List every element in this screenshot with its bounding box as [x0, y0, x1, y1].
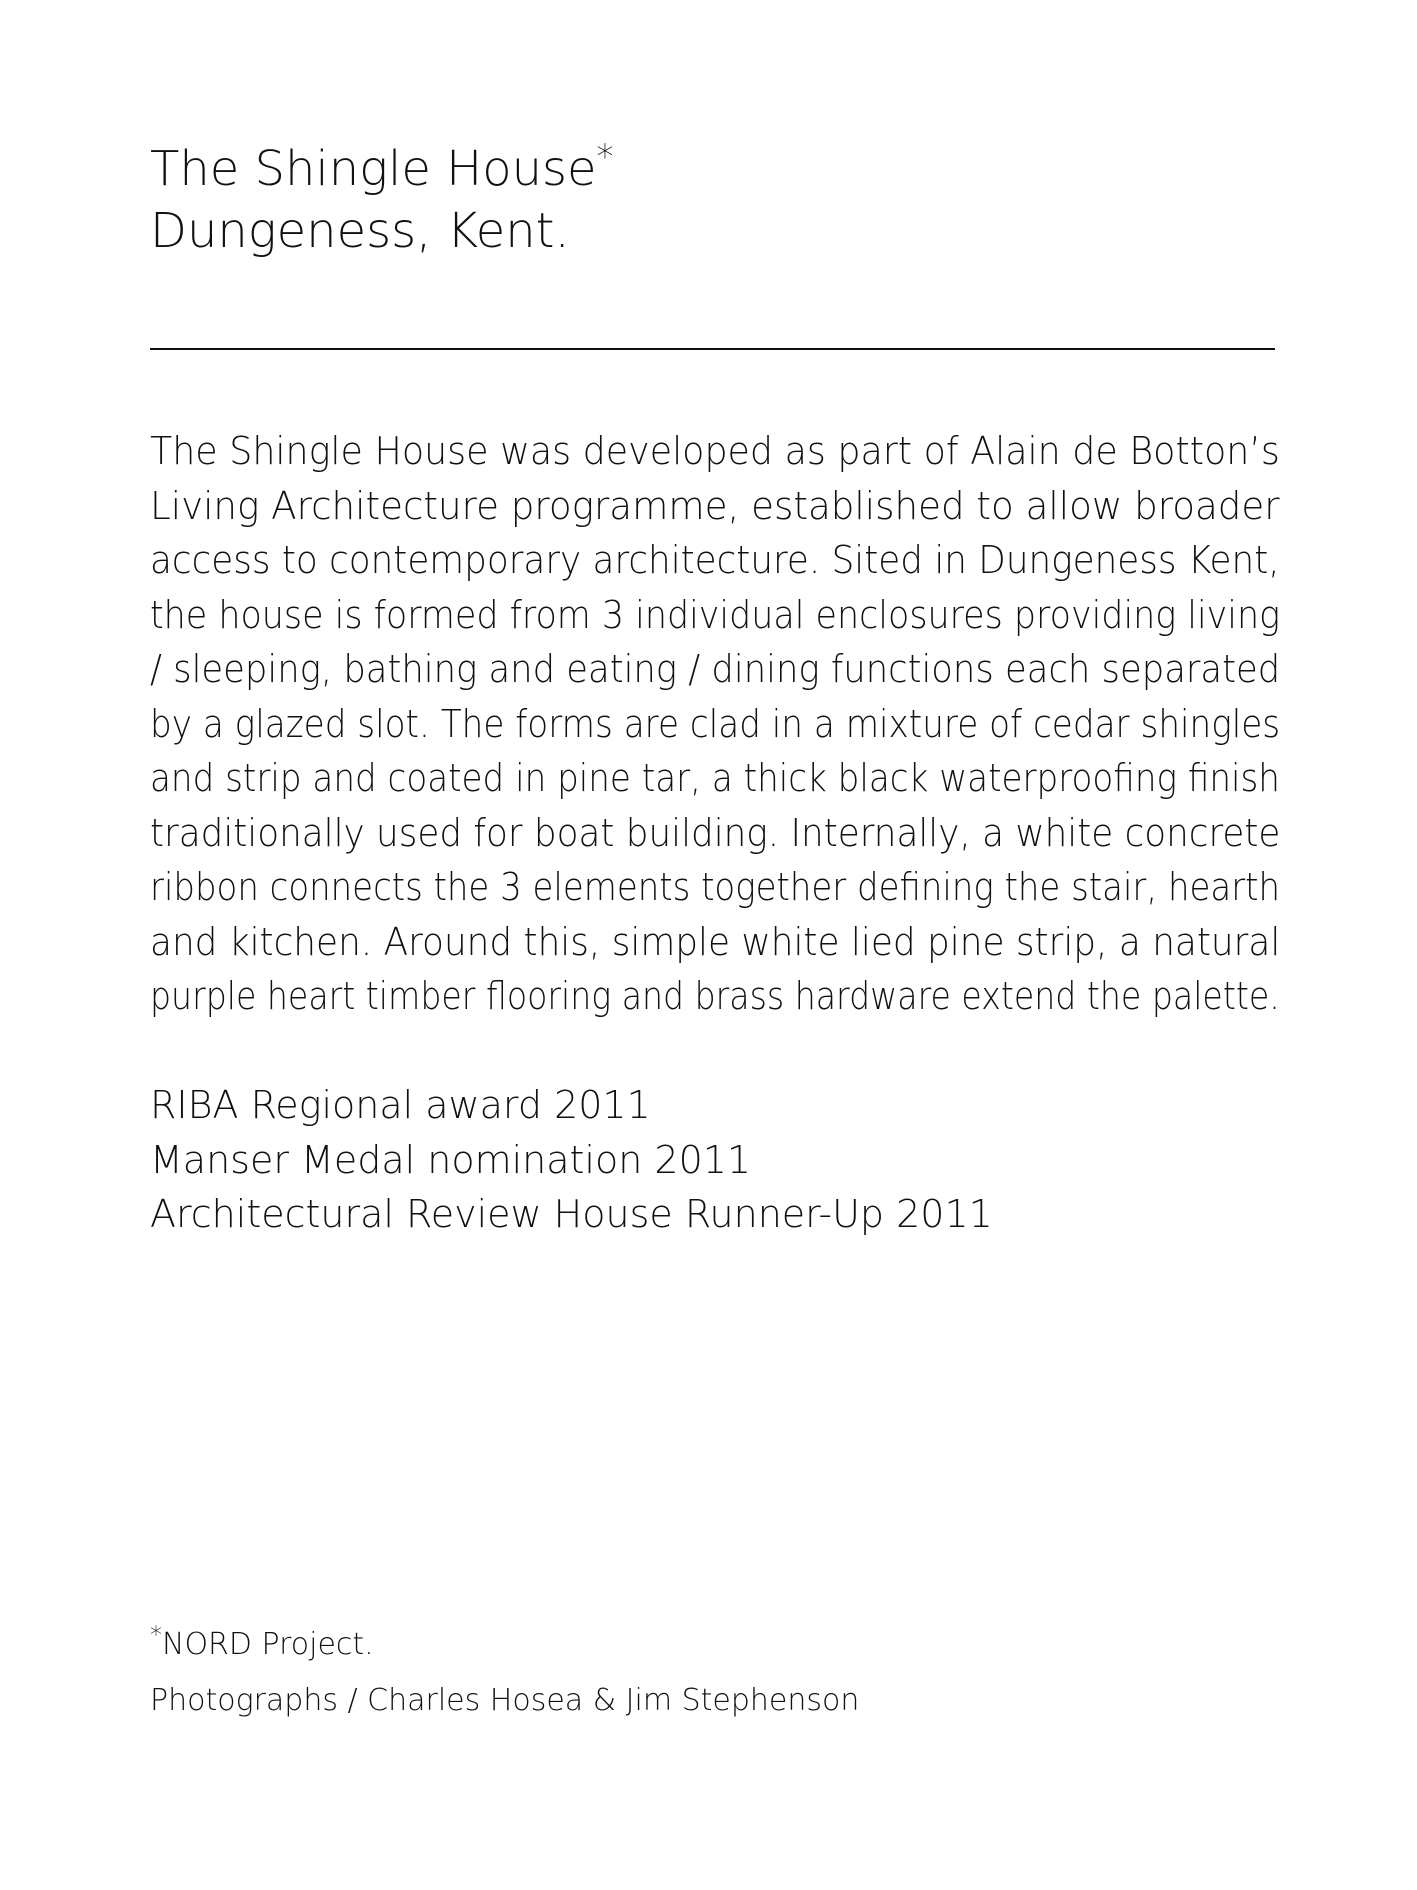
- footnote: [150, 1621, 1280, 1721]
- award-item: Architectural Review House Runner-Up 2011: [150, 1192, 993, 1236]
- footnote-asterisk: *: [150, 1621, 162, 1649]
- project-description: [150, 424, 1280, 1024]
- description-line: access to contemporary architecture. Sited in Dungeness Kent,: [150, 538, 1280, 582]
- description-line: / sleeping, bathing and eating / dining functions each separated: [150, 647, 1281, 691]
- description-line: The Shingle House was developed as part of Alain de Botton’s: [150, 429, 1280, 473]
- title-text: The Shingle House: [150, 141, 597, 197]
- photo-credit: Photographs / Charles Hosea & Jim Stephenson: [150, 1683, 860, 1718]
- description-line: the house is formed from 3 individual enclosures providing living: [150, 592, 1281, 637]
- awards-list: [150, 1078, 1280, 1242]
- description-line: ribbon connects the 3 elements together defining the stair, hearth: [150, 865, 1281, 909]
- description-line: and strip and coated in pine tar, a thick black waterproofing finish: [150, 756, 1280, 800]
- description-line: and kitchen. Around this, simple white lied pine strip, a natural: [150, 919, 1281, 964]
- project-note-text: NORD Project.: [162, 1627, 374, 1662]
- title-line-1: [150, 138, 1280, 200]
- title-line-2: Dungeness, Kent.: [150, 203, 570, 259]
- award-item: Manser Medal nomination 2011: [150, 1137, 752, 1182]
- description-line: by a glazed slot. The forms are clad in a mixture of cedar shingles: [150, 701, 1281, 746]
- title-asterisk: *: [596, 137, 614, 177]
- description-line: traditionally used for boat building. Internally, a white concrete: [150, 810, 1281, 855]
- award-item: RIBA Regional award 2011: [150, 1083, 651, 1127]
- project-note: [150, 1621, 1280, 1665]
- description-line: Living Architecture programme, established to allow broader: [150, 483, 1280, 528]
- page-title: [150, 138, 1280, 262]
- divider: [150, 348, 1275, 350]
- description-line: purple heart timber flooring and brass hardware extend the palette.: [150, 974, 1280, 1018]
